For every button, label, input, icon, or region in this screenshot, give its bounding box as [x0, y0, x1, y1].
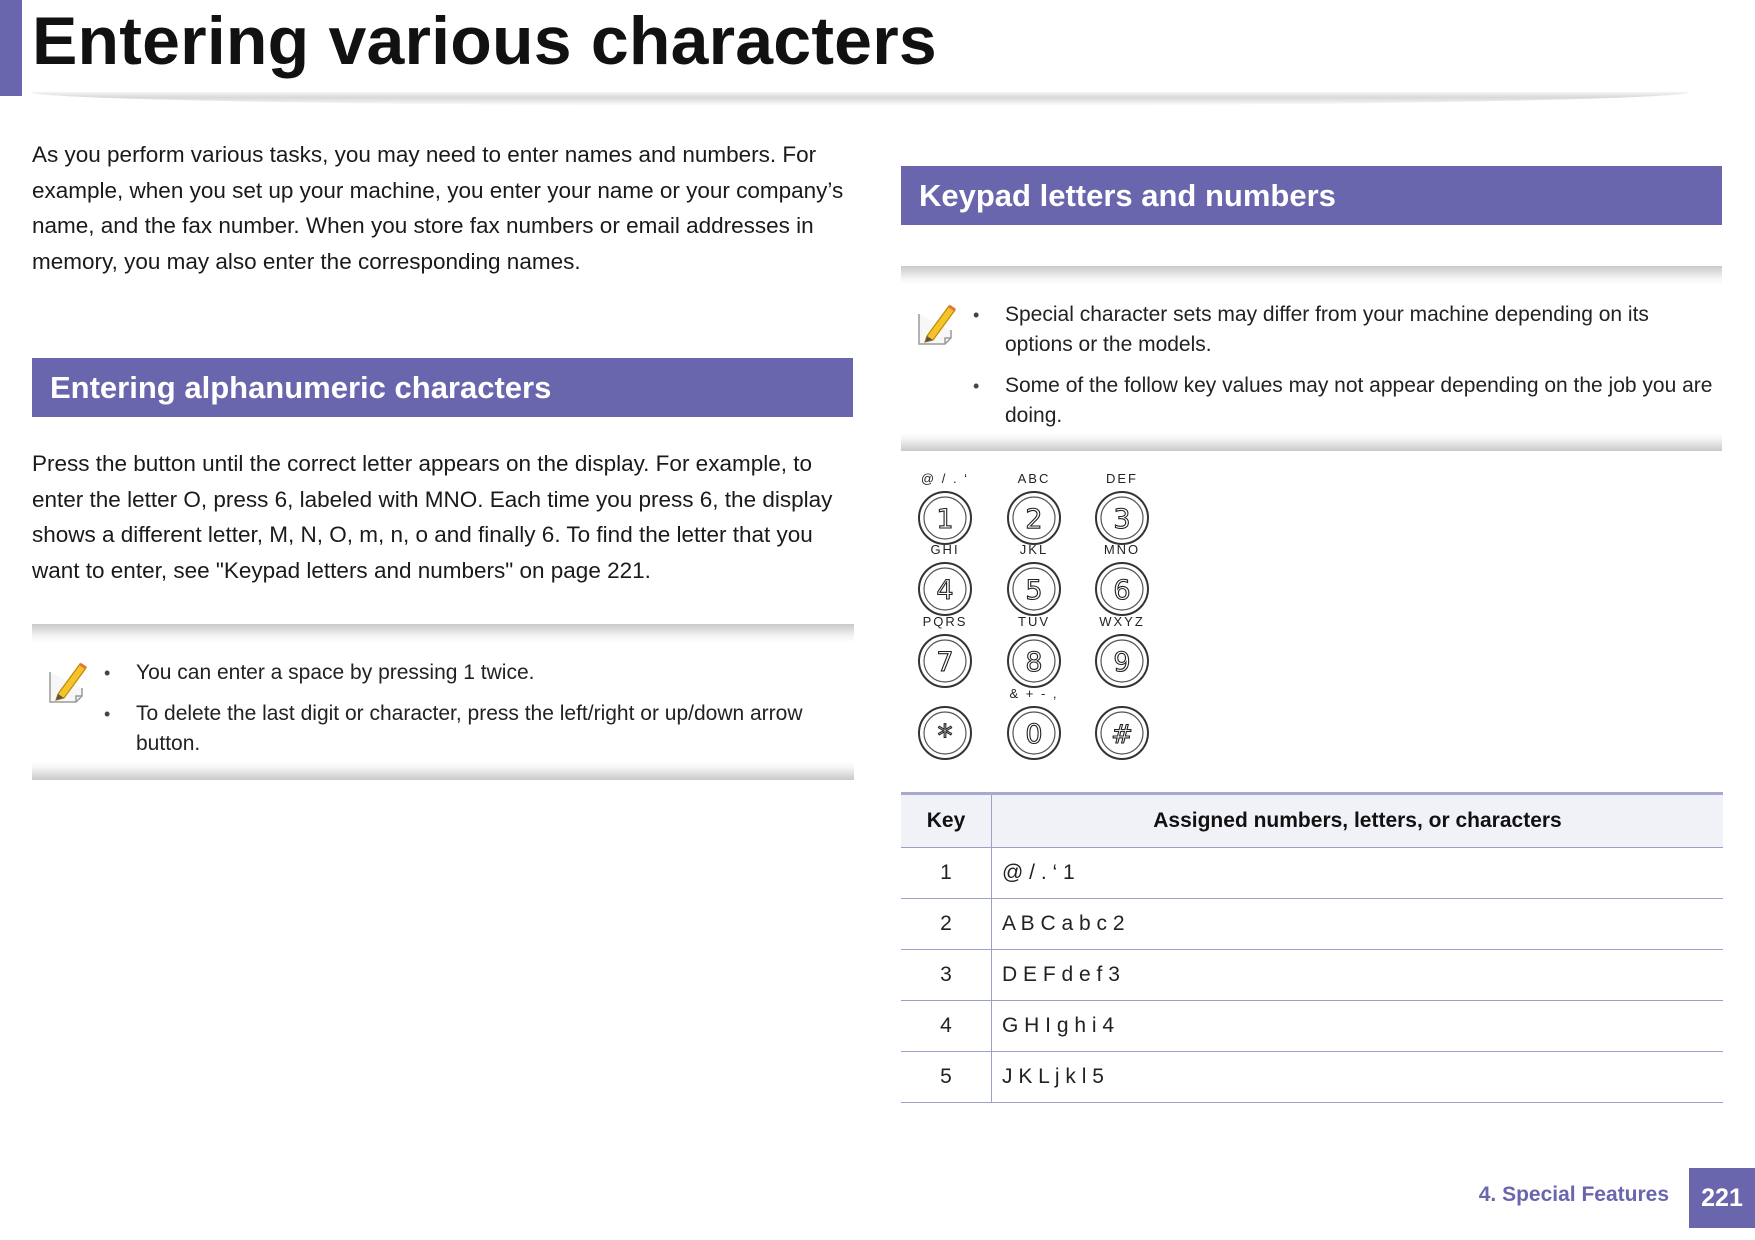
key-assignment-table — [901, 792, 1723, 1103]
keypad-button-1 — [917, 490, 973, 546]
note-list — [102, 658, 850, 770]
section-heading-text: Entering alphanumeric characters — [50, 369, 552, 405]
keypad-button-4 — [917, 561, 973, 617]
keypad-button-7 — [917, 633, 973, 689]
table-row — [901, 950, 1723, 1001]
keypad-key-3 — [1078, 470, 1166, 546]
table-cell-chars: G H I g h i 4 — [992, 1001, 1724, 1052]
title-rule — [30, 92, 1690, 106]
keypad-key-6 — [1078, 541, 1166, 617]
keypad-button-8 — [1006, 633, 1062, 689]
keypad-key-label: MNO — [1103, 542, 1141, 557]
table-row — [901, 848, 1723, 899]
keypad-key-label: @ / . ‘ — [920, 471, 970, 486]
note-pencil-icon — [915, 300, 959, 348]
table-cell-key: 4 — [901, 1001, 992, 1052]
keypad-digit: # — [1111, 720, 1133, 750]
table-cell-chars: A B C a b c 2 — [992, 899, 1724, 950]
keypad-key-label — [901, 685, 989, 703]
keypad-digit: 6 — [1113, 575, 1131, 606]
keypad-button-0 — [1006, 705, 1062, 761]
note-pencil-icon — [46, 658, 90, 706]
keypad-digit: 9 — [1113, 647, 1131, 678]
keypad-digit: 8 — [1025, 647, 1043, 678]
note-item: • To delete the last digit or character, press the left/right or up/down arrow button. — [102, 699, 850, 759]
keypad-key-label — [1078, 685, 1166, 703]
table-row — [901, 899, 1723, 950]
section-heading-text: Keypad letters and numbers — [919, 177, 1336, 213]
keypad-key-2 — [990, 470, 1078, 546]
keypad-key-label: TUV — [1018, 614, 1050, 629]
table-cell-key: 5 — [901, 1052, 992, 1103]
keypad-key-1 — [901, 470, 989, 546]
footer-section-label: 4. Special Features — [1478, 1183, 1669, 1206]
keypad-key-label: GHI — [930, 542, 960, 557]
keypad-button-hash — [1094, 705, 1150, 761]
keypad-digit: 0 — [1025, 719, 1043, 750]
section-heading-keypad — [901, 166, 1722, 225]
note-item: • Special character sets may differ from your machine depending on its options or the models. — [971, 300, 1718, 360]
table-cell-chars: J K L j k l 5 — [992, 1052, 1724, 1103]
table-cell-key: 1 — [901, 848, 992, 899]
keypad-key-hash — [1078, 685, 1166, 761]
note-item: • Some of the follow key values may not appear depending on the job you are doing. — [971, 371, 1718, 431]
keypad-key-0 — [990, 685, 1078, 761]
keypad-digit: 7 — [936, 647, 954, 678]
section-heading-alphanumeric — [32, 358, 853, 417]
keypad-digit: 4 — [936, 575, 954, 606]
note-item: • You can enter a space by pressing 1 twice. — [102, 658, 850, 688]
keypad-button-5 — [1006, 561, 1062, 617]
keypad-digit: 5 — [1025, 575, 1043, 606]
keypad-digit: 1 — [936, 504, 954, 535]
note-list — [971, 300, 1718, 442]
table-cell-key: 3 — [901, 950, 992, 1001]
intro-paragraph: As you perform various tasks, you may need to enter names and numbers. For example, when you set up your machine, you enter your name or your company’s name, and the fax number. When you store fax numbers or email addresses in memory, you may also enter the corresponding names. — [32, 142, 844, 274]
column-header-assigned: Assigned numbers, letters, or characters — [992, 794, 1724, 848]
keypad-key-label: DEF — [1106, 471, 1138, 486]
keypad-illustration — [901, 470, 1145, 765]
page-edge-tab — [0, 0, 22, 96]
keypad-digit: 3 — [1113, 504, 1131, 535]
keypad-digit: * — [937, 719, 953, 754]
page-number-badge: 221 — [1689, 1168, 1755, 1228]
keypad-key-label: WXYZ — [1099, 614, 1145, 629]
column-header-key: Key — [901, 794, 992, 848]
keypad-digit: 2 — [1025, 504, 1043, 535]
table-row — [901, 1052, 1723, 1103]
keypad-button-9 — [1094, 633, 1150, 689]
note-box-alphanumeric — [32, 624, 854, 780]
keypad-key-8 — [990, 613, 1078, 689]
keypad-key-label: JKL — [1019, 542, 1049, 557]
table-cell-chars: @ / . ‘ 1 — [992, 848, 1724, 899]
keypad-key-star — [901, 685, 989, 761]
keypad-button-6 — [1094, 561, 1150, 617]
table-row — [901, 1001, 1723, 1052]
page-title: Entering various characters — [32, 3, 937, 79]
keypad-key-5 — [990, 541, 1078, 617]
keypad-key-label: PQRS — [922, 614, 968, 629]
keypad-key-9 — [1078, 613, 1166, 689]
table-header-row — [901, 794, 1723, 848]
keypad-key-7 — [901, 613, 989, 689]
note-box-keypad — [901, 266, 1722, 451]
keypad-key-label: ABC — [1017, 471, 1051, 486]
table-cell-key: 2 — [901, 899, 992, 950]
keypad-key-4 — [901, 541, 989, 617]
keypad-button-2 — [1006, 490, 1062, 546]
table-cell-chars: D E F d e f 3 — [992, 950, 1724, 1001]
alphanumeric-paragraph: Press the button until the correct letter appears on the display. For example, to enter the letter O, press 6, labeled with MNO. Each time you press 6, the display shows a different letter, M, N, O, m, n, o and finally 6. To find the letter that you want to enter, see "Keypad letters and numbers" on page 221. — [32, 451, 833, 583]
keypad-key-label: & + - , — [1009, 686, 1059, 701]
keypad-button-star — [917, 705, 973, 761]
keypad-button-3 — [1094, 490, 1150, 546]
